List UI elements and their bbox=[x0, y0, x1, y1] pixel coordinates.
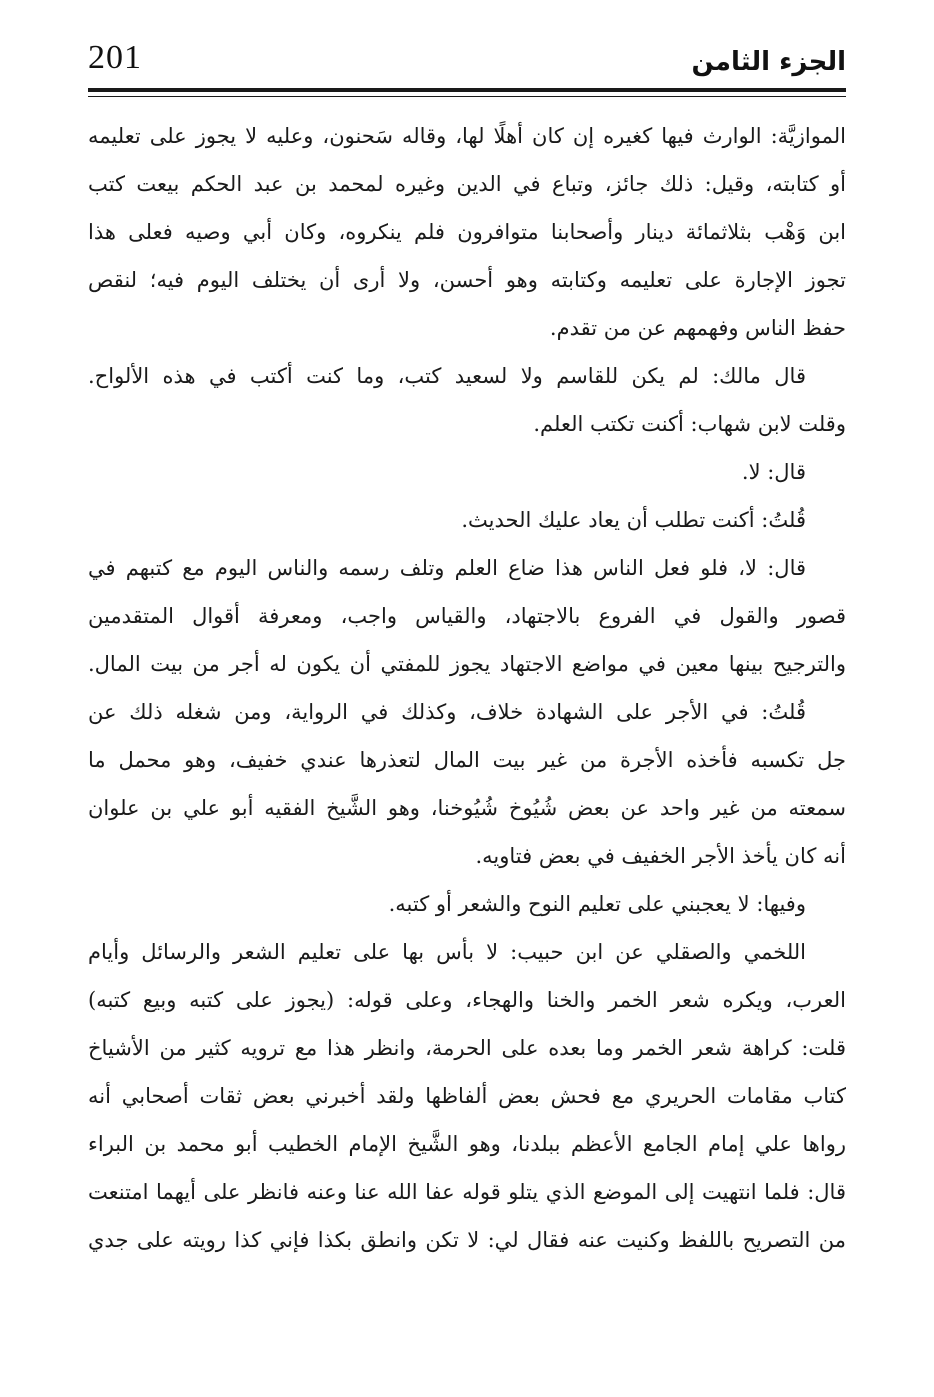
text-line: والترجيح بينها معين في مواضع الاجتهاد يجوز للمفتي أن يكون له أجر من بيت المال. bbox=[88, 652, 846, 676]
body-text bbox=[88, 112, 846, 1264]
text-line: رواها علي إمام الجامع الأعظم ببلدنا، وهو الشَّيخ الإمام الخطيب أبو محمد بن البراء bbox=[88, 1132, 846, 1156]
text-line: قال: لا. bbox=[741, 460, 806, 484]
text-line: حفظ الناس وفهمهم عن من تقدم. bbox=[549, 316, 846, 340]
text-line: أنه كان يأخذ الأجر الخفيف في بعض فتاويه. bbox=[475, 844, 846, 868]
header-rule-thick bbox=[88, 88, 846, 92]
running-head: الجزء الثامن bbox=[691, 47, 846, 77]
text-line: قُلتُ: في الأجر على الشهادة خلاف، وكذلك في الرواية، ومن شغله ذلك عن bbox=[88, 700, 806, 724]
text-line: جل تكسبه فأخذه الأجرة من غير بيت المال لتعذرها عندي خفيف، وهو محمل ما bbox=[88, 748, 846, 772]
text-line: كتاب مقامات الحريري مع فحش بعض ألفاظها ولقد أخبرني بعض ثقات أصحابي أنه bbox=[88, 1084, 846, 1108]
text-line: وفيها: لا يعجبني على تعليم النوح والشعر أو كتبه. bbox=[388, 892, 806, 916]
text-line: سمعته من غير واحد عن بعض شُيُوخ شُيُوخنا، وهو الشَّيخ الفقيه أبو علي بن علوان bbox=[88, 796, 846, 820]
text-line: ابن وَهْب بثلاثمائة دينار وأصحابنا متوافرون فلم ينكروه، وكان أبي وصيه فعلى هذا bbox=[88, 220, 846, 244]
text-line: من التصريح باللفظ وكنيت عنه فقال لي: لا تكن وانطق بكذا فإني كذا رويته على جدي bbox=[88, 1228, 846, 1252]
text-line: قال: فلما انتهيت إلى الموضع الذي يتلو قوله عفا الله عنا وعنه فانظر على أيهما امتنعت bbox=[88, 1180, 846, 1204]
text-line: تجوز الإجارة على تعليمه وكتابته وهو أحسن، ولا أرى أن يختلف اليوم فيه؛ لنقص bbox=[88, 268, 846, 292]
text-line: قال: لا، فلو فعل الناس هذا ضاع العلم وتلف رسمه والناس اليوم مع كتبهم في bbox=[88, 556, 806, 580]
text-line: العرب، ويكره شعر الخمر والخنا والهجاء، وعلى قوله: (يجوز على كتبه وبيع كتبه) bbox=[88, 988, 846, 1012]
text-line: وقلت لابن شهاب: أكنت تكتب العلم. bbox=[533, 412, 846, 436]
text-line: قلت: كراهة شعر الخمر وما بعده على الحرمة، وانظر هذا مع ترويه كثير من الأشياخ bbox=[88, 1036, 846, 1060]
text-line: اللخمي والصقلي عن ابن حبيب: لا بأس بها على تعليم الشعر والرسائل وأيام bbox=[88, 940, 806, 964]
text-line: قال مالك: لم يكن للقاسم ولا لسعيد كتب، وما كنت أكتب في هذه الألواح. bbox=[88, 364, 806, 388]
page-header bbox=[88, 36, 846, 86]
page-number: 201 bbox=[88, 39, 142, 76]
text-line: أو كتابته، وقيل: ذلك جائز، وتباع في الدين وغيره لمحمد بن عبد الحكم بيعت كتب bbox=[88, 172, 846, 196]
text-line: قُلتُ: أكنت تطلب أن يعاد عليك الحديث. bbox=[461, 508, 806, 532]
text-line: قصور والقول في الفروع بالاجتهاد، والقياس واجب، ومعرفة أقوال المتقدمين bbox=[88, 604, 846, 628]
text-line: الموازيَّة: الوارث فيها كغيره إن كان أهلًا لها، وقاله سَحنون، وعليه لا يجوز على تعليمه bbox=[88, 124, 846, 148]
header-rule-thin bbox=[88, 96, 846, 97]
